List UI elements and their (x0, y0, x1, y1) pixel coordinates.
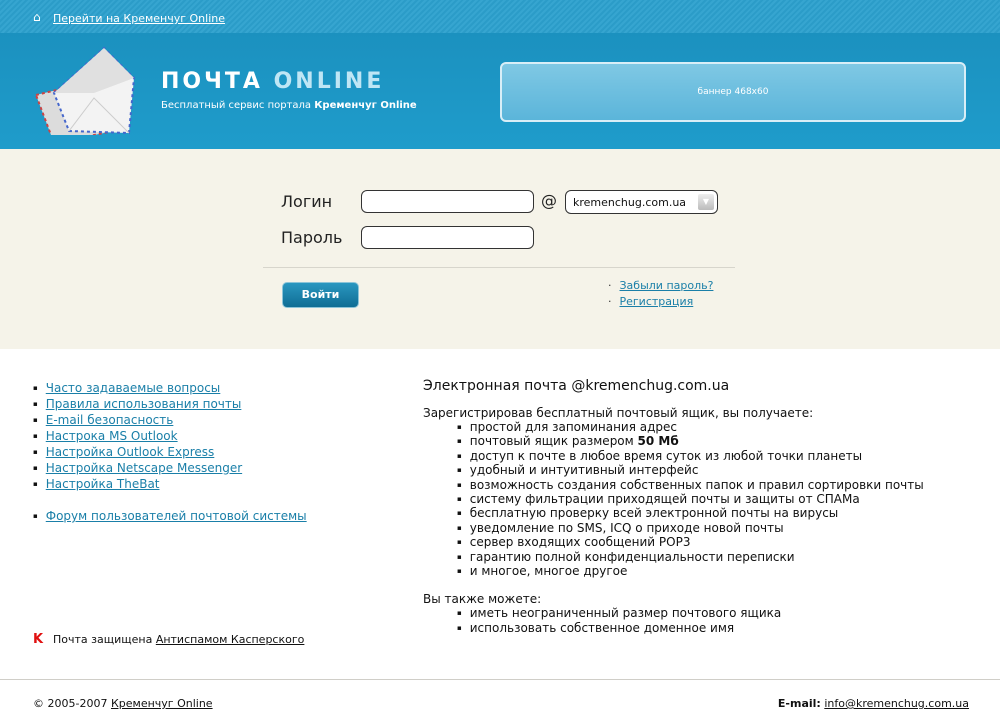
site-logo: ПОЧТА ONLINE (161, 69, 385, 94)
list-item: ▪ доступ к почте в любое время суток из любой точки планеты (457, 449, 983, 463)
help-link[interactable]: Настройка Outlook Express (45, 445, 215, 459)
help-link[interactable]: E-mail безопасность (45, 413, 174, 427)
help-links (33, 381, 307, 525)
login-button[interactable]: Войти (282, 282, 359, 308)
account-links (608, 279, 713, 311)
copyright: © 2005-2007 Кременчуг Online (33, 697, 213, 710)
register-link[interactable]: Регистрация (619, 295, 694, 308)
login-panel (0, 149, 1000, 349)
help-link[interactable]: Настройка TheBat (45, 477, 160, 491)
list-item: ▪ бесплатную проверку всей электронной почты на вирусы (457, 506, 983, 520)
divider (263, 267, 735, 268)
login-input[interactable] (361, 190, 534, 213)
info-intro: Зарегистрировав бесплатный почтовый ящик, вы получаете: (423, 406, 814, 420)
list-item: ▪ гарантию полной конфиденциальности переписки (457, 550, 983, 564)
help-link[interactable]: Настрока MS Outlook (45, 429, 178, 443)
home-link[interactable]: Перейти на Кременчуг Online (53, 12, 226, 25)
password-input[interactable] (361, 226, 534, 249)
site-subtitle: Бесплатный сервис портала Кременчуг Online (161, 100, 417, 111)
info-section (423, 378, 983, 649)
list-item: ▪ иметь неограниченный размер почтового ящика (457, 606, 983, 620)
login-label: Логин (281, 192, 333, 211)
list-item: ▪ сервер входящих сообщений POP3 (457, 535, 983, 549)
kaspersky-link[interactable]: Антиспамом Касперского (155, 633, 305, 646)
domain-select[interactable] (565, 190, 718, 214)
list-item: ▪ уведомление по SMS, ICQ о приходе новой почты (457, 521, 983, 535)
help-link[interactable]: Правила использования почты (45, 397, 242, 411)
password-label: Пароль (281, 228, 343, 247)
email-link[interactable]: info@kremenchug.com.ua (824, 697, 969, 710)
extras-list (457, 606, 983, 635)
home-icon: ⌂ (33, 10, 41, 24)
list-item: ▪ почтовый ящик размером 50 Мб (457, 434, 983, 448)
kaspersky-text: Почта защищена (53, 633, 153, 646)
list-item: ▪ и многое, многое другое (457, 564, 983, 578)
copyright-link[interactable]: Кременчуг Online (110, 697, 213, 710)
chevron-down-icon: ▼ (698, 194, 714, 210)
help-link[interactable]: Настройка Netscape Messenger (45, 461, 243, 475)
kaspersky-note (33, 633, 304, 646)
footer-email: E-mail: info@kremenchug.com.ua (777, 697, 969, 710)
list-item: ▪ использовать собственное доменное имя (457, 621, 983, 635)
list-item: ▪ возможность создания собственных папок и правил сортировки почты (457, 478, 983, 492)
list-item: ▪ систему фильтрации приходящей почты и защиты от СПАМа (457, 492, 983, 506)
benefits-list (457, 420, 983, 578)
forum-link[interactable]: Форум пользователей почтовой системы (45, 509, 307, 523)
footer-divider (0, 679, 1000, 680)
list-item: ▪ простой для запоминания адрес (457, 420, 983, 434)
also-heading: Вы также можете: (423, 592, 542, 607)
info-title: Электронная почта @kremenchug.com.ua (423, 378, 730, 394)
at-sign: @ (541, 191, 557, 210)
banner-placeholder[interactable]: баннер 468x60 (500, 62, 966, 122)
envelope-logo-icon (34, 43, 138, 135)
kaspersky-icon: K (33, 632, 44, 647)
list-item: ▪ удобный и интуитивный интерфейс (457, 463, 983, 477)
header (0, 33, 1000, 149)
help-link[interactable]: Часто задаваемые вопросы (45, 381, 221, 395)
forgot-password-link[interactable]: Забыли пароль? (619, 279, 714, 292)
domain-value: kremenchug.com.ua (573, 196, 687, 209)
top-bar (0, 0, 1000, 33)
